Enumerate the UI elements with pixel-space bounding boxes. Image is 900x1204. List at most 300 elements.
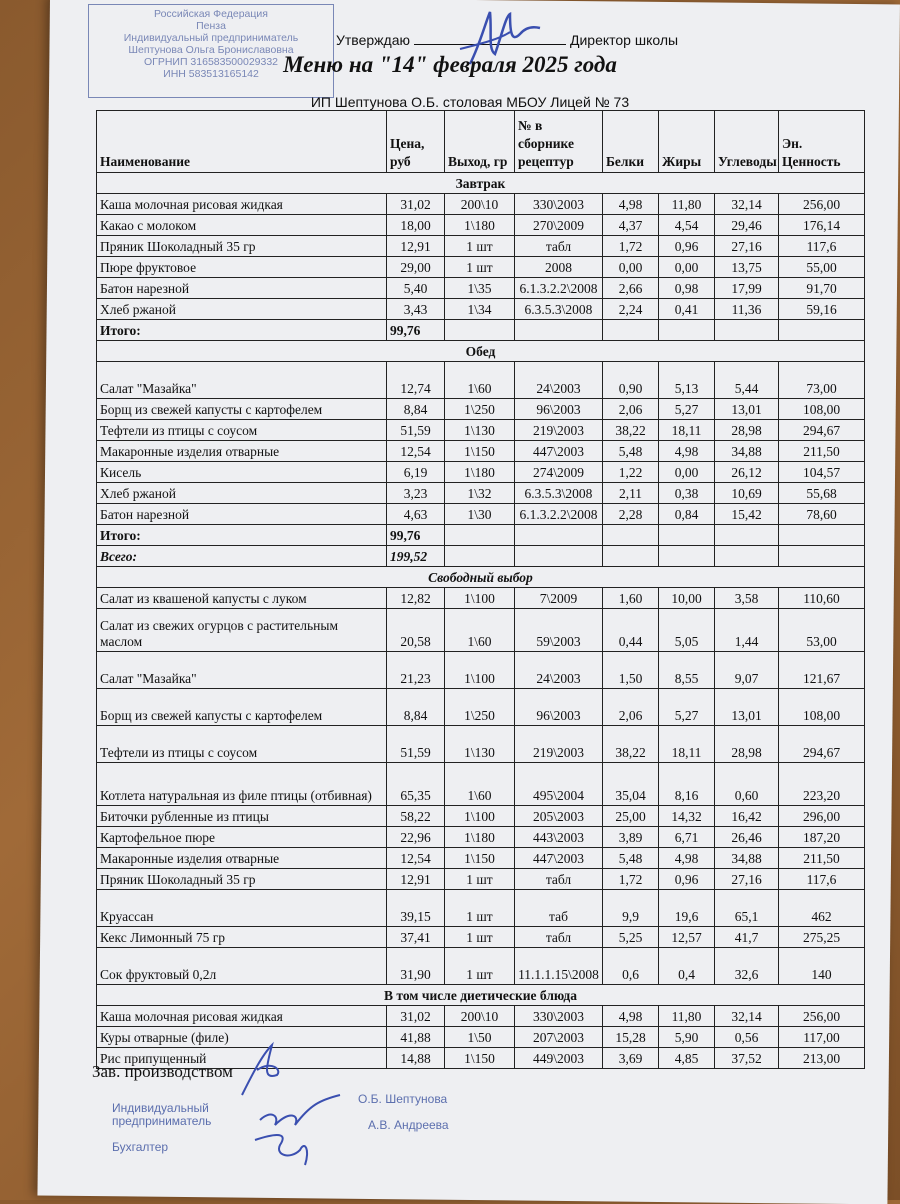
total-label: Итого: (97, 320, 387, 341)
recipe-no-cell: табл (515, 927, 603, 948)
energy-cell: 176,14 (779, 215, 865, 236)
dish-name-cell: Пряник Шоколадный 35 гр (97, 236, 387, 257)
recipe-no-cell: 207\2003 (515, 1027, 603, 1048)
fat-cell: 0,4 (659, 948, 715, 985)
empty-cell (715, 546, 779, 567)
protein-cell: 9,9 (603, 890, 659, 927)
fat-cell: 19,6 (659, 890, 715, 927)
carbs-cell: 1,44 (715, 609, 779, 652)
protein-cell: 1,60 (603, 588, 659, 609)
section-breakfast: Завтрак (97, 173, 865, 194)
fat-cell: 5,05 (659, 609, 715, 652)
recipe-no-cell: 205\2003 (515, 806, 603, 827)
energy-cell: 53,00 (779, 609, 865, 652)
section-free: Свободный выбор (97, 567, 865, 588)
empty-cell (659, 320, 715, 341)
menu-table (96, 110, 865, 1069)
fat-cell: 0,41 (659, 299, 715, 320)
protein-cell: 2,28 (603, 504, 659, 525)
price-cell: 12,54 (387, 441, 445, 462)
price-cell: 22,96 (387, 827, 445, 848)
breakfast-row (97, 194, 865, 215)
fat-cell: 0,00 (659, 462, 715, 483)
carbs-cell: 0,60 (715, 763, 779, 806)
price-cell: 12,91 (387, 869, 445, 890)
empty-cell (445, 525, 515, 546)
total-value: 99,76 (387, 320, 445, 341)
empty-cell (659, 546, 715, 567)
total-label: Всего: (97, 546, 387, 567)
recipe-no-cell: 447\2003 (515, 848, 603, 869)
carbs-cell: 29,46 (715, 215, 779, 236)
price-cell: 4,63 (387, 504, 445, 525)
price-cell: 65,35 (387, 763, 445, 806)
yield-cell: 1\35 (445, 278, 515, 299)
yield-cell: 1\30 (445, 504, 515, 525)
price-cell: 14,88 (387, 1048, 445, 1069)
carbs-cell: 65,1 (715, 890, 779, 927)
protein-cell: 35,04 (603, 763, 659, 806)
energy-cell: 256,00 (779, 194, 865, 215)
approval-position: Директор школы (569, 32, 679, 48)
dish-name-cell: Каша молочная рисовая жидкая (97, 1006, 387, 1027)
fat-cell: 14,32 (659, 806, 715, 827)
stamp-line: Индивидуальный предприниматель (123, 32, 299, 44)
yield-cell: 1\60 (445, 609, 515, 652)
protein-cell: 2,06 (603, 689, 659, 726)
price-cell: 58,22 (387, 806, 445, 827)
dish-name-cell: Салат из квашеной капусты с луком (97, 588, 387, 609)
yield-cell: 1\180 (445, 215, 515, 236)
header-yield: Выход, гр (445, 111, 515, 173)
carbs-cell: 17,99 (715, 278, 779, 299)
fat-cell: 6,71 (659, 827, 715, 848)
recipe-no-cell: 6.1.3.2.2\2008 (515, 504, 603, 525)
recipe-no-cell: 6.3.5.3\2008 (515, 483, 603, 504)
production-label: Зав. производством (92, 1062, 233, 1081)
yield-cell: 1\100 (445, 806, 515, 827)
yield-cell: 1 шт (445, 869, 515, 890)
energy-cell: 117,00 (779, 1027, 865, 1048)
fat-cell: 0,00 (659, 257, 715, 278)
yield-cell: 1\32 (445, 483, 515, 504)
price-cell: 5,40 (387, 278, 445, 299)
free-row (97, 869, 865, 890)
protein-cell: 3,69 (603, 1048, 659, 1069)
carbs-cell: 0,56 (715, 1027, 779, 1048)
dish-name-cell: Хлеб ржаной (97, 299, 387, 320)
diet-row (97, 1027, 865, 1048)
carbs-cell: 28,98 (715, 726, 779, 763)
protein-cell: 0,44 (603, 609, 659, 652)
price-cell: 8,84 (387, 399, 445, 420)
energy-cell: 78,60 (779, 504, 865, 525)
fat-cell: 18,11 (659, 420, 715, 441)
dish-name-cell: Котлета натуральная из филе птицы (отбивная) (97, 763, 387, 806)
free-row (97, 806, 865, 827)
carbs-cell: 37,52 (715, 1048, 779, 1069)
lunch-row (97, 362, 865, 399)
price-cell: 51,59 (387, 420, 445, 441)
carbs-cell: 27,16 (715, 869, 779, 890)
price-cell: 12,82 (387, 588, 445, 609)
protein-cell: 1,72 (603, 236, 659, 257)
fat-cell: 18,11 (659, 726, 715, 763)
stamp-line: Шептунова Ольга Брониславовна (128, 44, 294, 56)
empty-cell (603, 320, 659, 341)
yield-cell: 1\130 (445, 726, 515, 763)
empty-cell (515, 546, 603, 567)
protein-cell: 4,37 (603, 215, 659, 236)
dish-name-cell: Салат "Мазайка" (97, 652, 387, 689)
energy-cell: 296,00 (779, 806, 865, 827)
lunch-row (97, 441, 865, 462)
empty-cell (515, 320, 603, 341)
empty-cell (779, 546, 865, 567)
section-diet: В том числе диетические блюда (97, 985, 865, 1006)
price-cell: 8,84 (387, 689, 445, 726)
energy-cell: 211,50 (779, 848, 865, 869)
carbs-cell: 28,98 (715, 420, 779, 441)
carbs-cell: 32,6 (715, 948, 779, 985)
price-cell: 41,88 (387, 1027, 445, 1048)
price-cell: 20,58 (387, 609, 445, 652)
page-subtitle: ИП Шептунова О.Б. столовая МБОУ Лицей № 73 (310, 94, 630, 110)
dish-name-cell: Тефтели из птицы с соусом (97, 726, 387, 763)
dish-name-cell: Макаронные изделия отварные (97, 441, 387, 462)
protein-cell: 2,11 (603, 483, 659, 504)
energy-cell: 108,00 (779, 399, 865, 420)
recipe-no-cell: 2008 (515, 257, 603, 278)
recipe-no-cell: табл (515, 869, 603, 890)
fat-cell: 10,00 (659, 588, 715, 609)
yield-cell: 1 шт (445, 948, 515, 985)
recipe-no-cell: 24\2003 (515, 652, 603, 689)
free-row (97, 927, 865, 948)
yield-cell: 1 шт (445, 236, 515, 257)
breakfast-row (97, 236, 865, 257)
yield-cell: 200\10 (445, 1006, 515, 1027)
dish-name-cell: Кисель (97, 462, 387, 483)
fat-cell: 4,98 (659, 848, 715, 869)
protein-cell: 0,6 (603, 948, 659, 985)
free-row (97, 689, 865, 726)
accountant-signature (250, 1090, 350, 1170)
carbs-cell: 13,75 (715, 257, 779, 278)
yield-cell: 1\60 (445, 763, 515, 806)
dish-name-cell: Борщ из свежей капусты с картофелем (97, 399, 387, 420)
fat-cell: 5,27 (659, 689, 715, 726)
recipe-no-cell: 219\2003 (515, 420, 603, 441)
protein-cell: 4,98 (603, 194, 659, 215)
protein-cell: 25,00 (603, 806, 659, 827)
carbs-cell: 9,07 (715, 652, 779, 689)
header-carbs: Углеводы (715, 111, 779, 173)
yield-cell: 1\180 (445, 827, 515, 848)
protein-cell: 38,22 (603, 726, 659, 763)
header-price: Цена, руб (387, 111, 445, 173)
total-value: 199,52 (387, 546, 445, 567)
dish-name-cell: Макаронные изделия отварные (97, 848, 387, 869)
free-row (97, 827, 865, 848)
price-cell: 31,90 (387, 948, 445, 985)
carbs-cell: 15,42 (715, 504, 779, 525)
yield-cell: 1\180 (445, 462, 515, 483)
price-cell: 3,23 (387, 483, 445, 504)
energy-cell: 55,00 (779, 257, 865, 278)
footer-stamp (112, 1102, 211, 1128)
dish-name-cell: Каша молочная рисовая жидкая (97, 194, 387, 215)
total-value: 99,76 (387, 525, 445, 546)
energy-cell: 117,6 (779, 869, 865, 890)
fat-cell: 0,84 (659, 504, 715, 525)
free-row (97, 948, 865, 985)
energy-cell: 213,00 (779, 1048, 865, 1069)
fat-cell: 0,96 (659, 869, 715, 890)
energy-cell: 117,6 (779, 236, 865, 257)
fat-cell: 5,90 (659, 1027, 715, 1048)
protein-cell: 0,90 (603, 362, 659, 399)
yield-cell: 1\34 (445, 299, 515, 320)
energy-cell: 294,67 (779, 420, 865, 441)
fat-cell: 8,16 (659, 763, 715, 806)
empty-cell (715, 525, 779, 546)
recipe-no-cell: 270\2009 (515, 215, 603, 236)
carbs-cell: 26,46 (715, 827, 779, 848)
price-cell: 31,02 (387, 1006, 445, 1027)
free-row (97, 652, 865, 689)
dish-name-cell: Биточки рубленные из птицы (97, 806, 387, 827)
diet-row (97, 1006, 865, 1027)
energy-cell: 211,50 (779, 441, 865, 462)
empty-cell (779, 525, 865, 546)
energy-cell: 187,20 (779, 827, 865, 848)
yield-cell: 1\50 (445, 1027, 515, 1048)
recipe-no-cell: 495\2004 (515, 763, 603, 806)
price-cell: 3,43 (387, 299, 445, 320)
header-recipe: № в сборнике рецептур (515, 111, 603, 173)
fat-cell: 4,85 (659, 1048, 715, 1069)
fat-cell: 12,57 (659, 927, 715, 948)
energy-cell: 462 (779, 890, 865, 927)
dish-name-cell: Куры отварные (филе) (97, 1027, 387, 1048)
energy-cell: 110,60 (779, 588, 865, 609)
free-row (97, 763, 865, 806)
breakfast-row (97, 278, 865, 299)
yield-cell: 1\130 (445, 420, 515, 441)
yield-cell: 200\10 (445, 194, 515, 215)
empty-cell (603, 525, 659, 546)
protein-cell: 4,98 (603, 1006, 659, 1027)
recipe-no-cell: 59\2003 (515, 609, 603, 652)
fat-cell: 11,80 (659, 1006, 715, 1027)
fat-cell: 4,54 (659, 215, 715, 236)
approval-label: Утверждаю (336, 32, 410, 48)
price-cell: 12,74 (387, 362, 445, 399)
free-row (97, 609, 865, 652)
energy-cell: 140 (779, 948, 865, 985)
recipe-no-cell: 6.1.3.2.2\2008 (515, 278, 603, 299)
breakfast-total-row (97, 320, 865, 341)
protein-cell: 2,06 (603, 399, 659, 420)
header-energy: Эн. Ценность (779, 111, 865, 173)
price-cell: 31,02 (387, 194, 445, 215)
menu-body (97, 173, 865, 1069)
stamp-line: ОГРНИП 316583500029332 (143, 56, 279, 68)
free-row (97, 848, 865, 869)
fat-cell: 8,55 (659, 652, 715, 689)
carbs-cell: 41,7 (715, 927, 779, 948)
breakfast-row (97, 299, 865, 320)
breakfast-row (97, 257, 865, 278)
price-cell: 29,00 (387, 257, 445, 278)
price-cell: 21,23 (387, 652, 445, 689)
protein-cell: 3,89 (603, 827, 659, 848)
recipe-no-cell: 447\2003 (515, 441, 603, 462)
yield-cell: 1\100 (445, 588, 515, 609)
approval-stamp (88, 4, 334, 98)
price-cell: 37,41 (387, 927, 445, 948)
dish-name-cell: Батон нарезной (97, 278, 387, 299)
price-cell: 18,00 (387, 215, 445, 236)
lunch-total-row (97, 525, 865, 546)
yield-cell: 1\250 (445, 689, 515, 726)
price-cell: 12,54 (387, 848, 445, 869)
energy-cell: 256,00 (779, 1006, 865, 1027)
yield-cell: 1 шт (445, 257, 515, 278)
fat-cell: 4,98 (659, 441, 715, 462)
header-fat: Жиры (659, 111, 715, 173)
recipe-no-cell: 219\2003 (515, 726, 603, 763)
carbs-cell: 10,69 (715, 483, 779, 504)
empty-cell (715, 320, 779, 341)
protein-cell: 15,28 (603, 1027, 659, 1048)
carbs-cell: 13,01 (715, 399, 779, 420)
price-cell: 51,59 (387, 726, 445, 763)
carbs-cell: 26,12 (715, 462, 779, 483)
recipe-no-cell: 6.3.5.3\2008 (515, 299, 603, 320)
price-cell: 6,19 (387, 462, 445, 483)
empty-cell (603, 546, 659, 567)
carbs-cell: 34,88 (715, 441, 779, 462)
energy-cell: 275,25 (779, 927, 865, 948)
yield-cell: 1\150 (445, 848, 515, 869)
energy-cell: 59,16 (779, 299, 865, 320)
dish-name-cell: Батон нарезной (97, 504, 387, 525)
footer-stamp-line: предприниматель (112, 1114, 212, 1128)
dish-name-cell: Пряник Шоколадный 35 гр (97, 869, 387, 890)
recipe-no-cell: 96\2003 (515, 399, 603, 420)
protein-cell: 2,66 (603, 278, 659, 299)
header-protein: Белки (603, 111, 659, 173)
lunch-row (97, 504, 865, 525)
energy-cell: 104,57 (779, 462, 865, 483)
recipe-no-cell: 443\2003 (515, 827, 603, 848)
carbs-cell: 34,88 (715, 848, 779, 869)
lunch-row (97, 420, 865, 441)
protein-cell: 38,22 (603, 420, 659, 441)
recipe-no-cell: 330\2003 (515, 1006, 603, 1027)
recipe-no-cell: 7\2009 (515, 588, 603, 609)
fat-cell: 0,98 (659, 278, 715, 299)
yield-cell: 1 шт (445, 890, 515, 927)
empty-cell (445, 546, 515, 567)
accountant-label: Бухгалтер (112, 1140, 169, 1154)
dish-name-cell: Кекс Лимонный 75 гр (97, 927, 387, 948)
carbs-cell: 16,42 (715, 806, 779, 827)
dish-name-cell: Хлеб ржаной (97, 483, 387, 504)
protein-cell: 0,00 (603, 257, 659, 278)
carbs-cell: 32,14 (715, 1006, 779, 1027)
recipe-no-cell: 330\2003 (515, 194, 603, 215)
empty-cell (779, 320, 865, 341)
dish-name-cell: Картофельное пюре (97, 827, 387, 848)
empty-cell (659, 525, 715, 546)
dish-name-cell: Тефтели из птицы с соусом (97, 420, 387, 441)
signer-name-1: О.Б. Шептунова (358, 1092, 448, 1106)
carbs-cell: 32,14 (715, 194, 779, 215)
stamp-line: Пенза (196, 20, 226, 32)
free-row (97, 588, 865, 609)
breakfast-row (97, 215, 865, 236)
grand-total-row (97, 546, 865, 567)
energy-cell: 55,68 (779, 483, 865, 504)
free-row (97, 726, 865, 763)
stamp-line: ИНН 583513165142 (163, 68, 259, 80)
recipe-no-cell: таб (515, 890, 603, 927)
protein-cell: 5,25 (603, 927, 659, 948)
signer-name-2: А.В. Андреева (368, 1118, 449, 1132)
lunch-row (97, 399, 865, 420)
yield-cell: 1\250 (445, 399, 515, 420)
protein-cell: 2,24 (603, 299, 659, 320)
energy-cell: 223,20 (779, 763, 865, 806)
energy-cell: 91,70 (779, 278, 865, 299)
carbs-cell: 13,01 (715, 689, 779, 726)
lunch-row (97, 462, 865, 483)
header-name: Наименование (97, 111, 387, 173)
energy-cell: 73,00 (779, 362, 865, 399)
footer-stamp-line: Индивидуальный (112, 1101, 209, 1115)
protein-cell: 5,48 (603, 848, 659, 869)
free-row (97, 890, 865, 927)
energy-cell: 121,67 (779, 652, 865, 689)
dish-name-cell: Сок фруктовый 0,2л (97, 948, 387, 985)
fat-cell: 0,38 (659, 483, 715, 504)
dish-name-cell: Салат "Мазайка" (97, 362, 387, 399)
recipe-no-cell: 11.1.1.15\2008 (515, 948, 603, 985)
recipe-no-cell: 96\2003 (515, 689, 603, 726)
stamp-line: Российская Федерация (154, 8, 268, 20)
carbs-cell: 27,16 (715, 236, 779, 257)
fat-cell: 5,13 (659, 362, 715, 399)
dish-name-cell: Борщ из свежей капусты с картофелем (97, 689, 387, 726)
lunch-row (97, 483, 865, 504)
yield-cell: 1\60 (445, 362, 515, 399)
total-label: Итого: (97, 525, 387, 546)
yield-cell: 1 шт (445, 927, 515, 948)
protein-cell: 1,22 (603, 462, 659, 483)
carbs-cell: 11,36 (715, 299, 779, 320)
dish-name-cell: Круассан (97, 890, 387, 927)
carbs-cell: 5,44 (715, 362, 779, 399)
section-lunch: Обед (97, 341, 865, 362)
protein-cell: 1,72 (603, 869, 659, 890)
carbs-cell: 3,58 (715, 588, 779, 609)
fat-cell: 0,96 (659, 236, 715, 257)
recipe-no-cell: 449\2003 (515, 1048, 603, 1069)
empty-cell (515, 525, 603, 546)
